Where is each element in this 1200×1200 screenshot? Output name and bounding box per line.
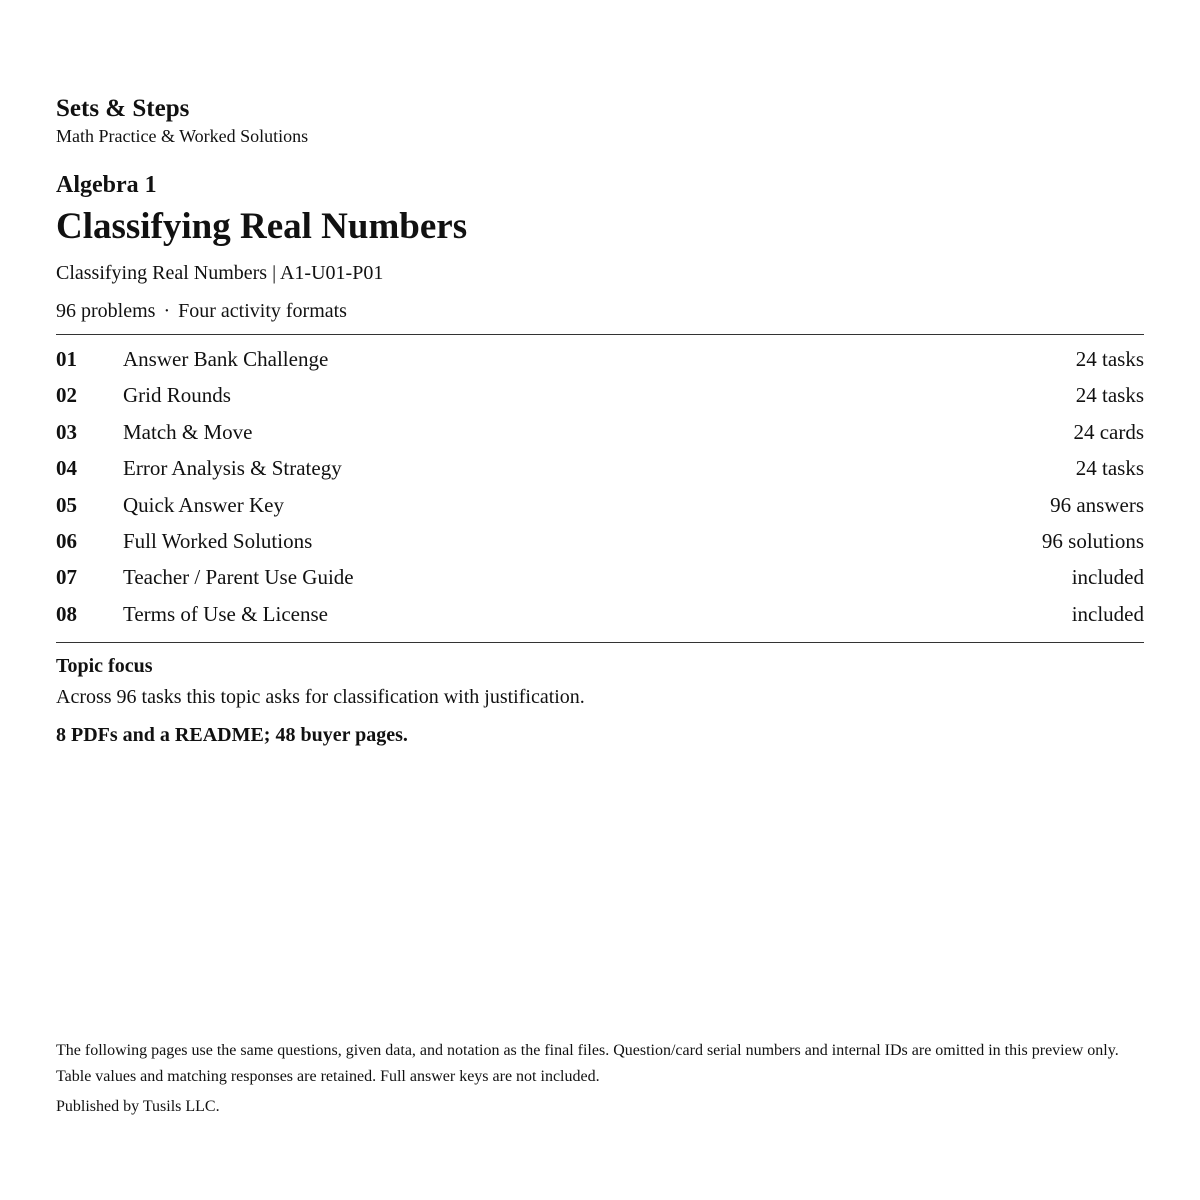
publisher-line: Published by Tusils LLC. [56,1098,220,1115]
brand-name: Sets & Steps [56,95,190,122]
toc-number: 08 [56,601,77,626]
toc-label: Answer Bank Challenge [123,347,329,371]
toc-row [56,414,1144,450]
toc-number: 04 [56,456,77,481]
toc-number: 05 [56,492,77,517]
product-overview-page [56,94,1144,749]
problem-count: 96 problems [56,300,156,322]
bundle-summary: 8 PDFs and a README; 48 buyer pages. [56,724,408,747]
toc-row [56,559,1144,595]
toc-count: included [1071,565,1144,590]
course-name: Algebra 1 [56,172,157,198]
toc-label: Quick Answer Key [123,492,284,517]
divider-bottom [56,642,1144,643]
toc-label: Teacher / Parent Use Guide [123,565,354,590]
toc-label: Grid Rounds [123,383,231,408]
divider-top [56,334,1144,335]
toc-row [56,450,1144,486]
toc-number: 07 [56,565,77,590]
meta-separator: · [163,300,171,322]
product-code-line: Classifying Real Numbers | A1-U01-P01 [56,262,384,284]
toc-count: 96 answers [1050,492,1144,517]
table-of-contents [56,341,1144,632]
toc-label: Error Analysis & Strategy [123,456,342,481]
format-count: Four activity formats [178,300,347,322]
toc-row [56,523,1144,559]
toc-count: 24 tasks [1075,456,1144,481]
toc-label: Terms of Use & License [123,601,328,626]
toc-label: Match & Move [123,419,253,444]
brand-tagline: Math Practice & Worked Solutions [56,126,309,146]
toc-number: 06 [56,528,77,553]
product-meta [56,298,1144,324]
topic-focus-text: Across 96 tasks this topic asks for classification with justification. [56,686,585,709]
toc-number: 02 [56,383,77,408]
toc-count: 96 solutions [1041,528,1144,553]
toc-label: Full Worked Solutions [123,528,313,553]
toc-count: 24 cards [1073,419,1144,444]
toc-number: 01 [56,347,77,371]
preview-disclaimer: The following pages use the same questions, given data, and notation as the final files. Question/card serial numbers and internal IDs are omitted in this preview only. Table values and matching responses are retained. Full answer keys are not included. [56,1042,1119,1085]
toc-row [56,377,1144,413]
page-title: Classifying Real Numbers [56,206,468,247]
page-footer [56,1038,1144,1118]
toc-row [56,341,1144,377]
toc-row [56,596,1144,632]
toc-count: 24 tasks [1075,347,1144,371]
toc-row [56,487,1144,523]
topic-focus-heading: Topic focus [56,655,153,678]
toc-count: 24 tasks [1075,383,1144,408]
toc-number: 03 [56,419,77,444]
toc-count: included [1071,601,1144,626]
